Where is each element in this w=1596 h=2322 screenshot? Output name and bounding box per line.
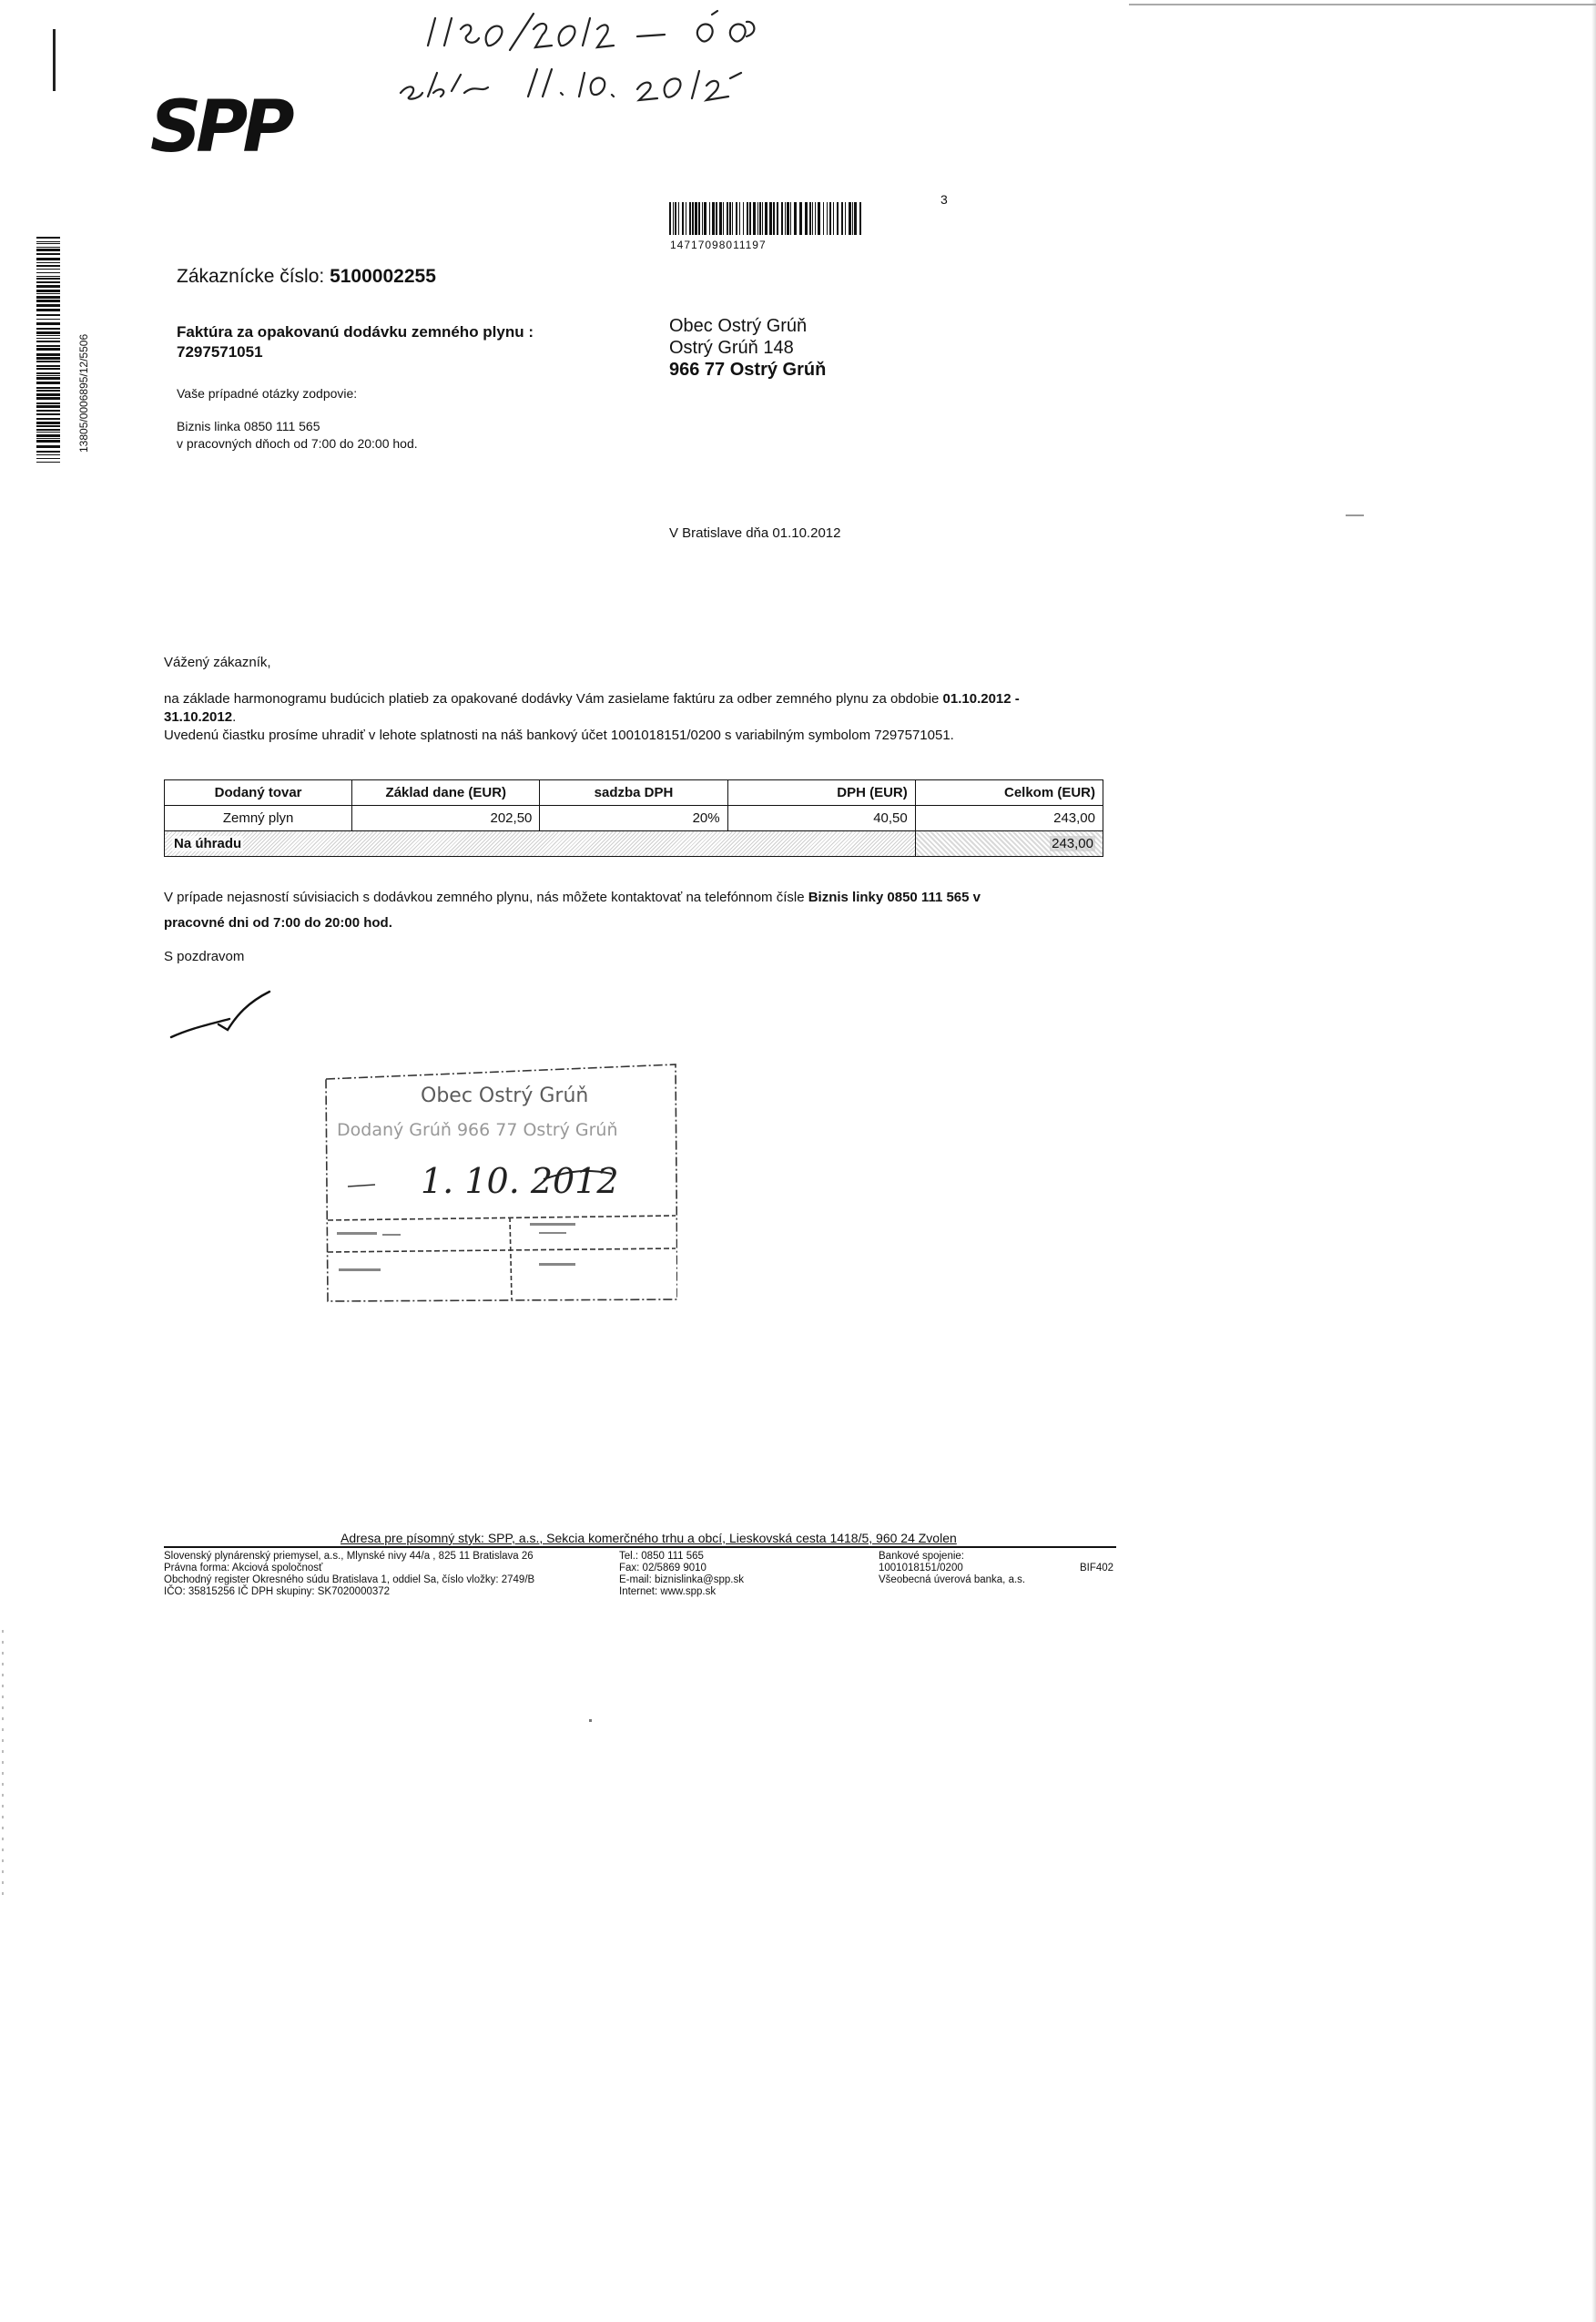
letter-paragraph-1 [164,690,1111,727]
contact-hotline: Biznis linky 0850 111 565 v [808,890,981,905]
cell-total: 243,00 [915,806,1103,831]
footer-contact-line: Fax: 02/5869 9010 [619,1563,707,1573]
pay-label [165,831,916,857]
barcode [669,202,864,235]
handwritten-note [373,9,774,109]
footer-bank-line: 1001018151/0200 [879,1563,963,1573]
recipient-name: Obec Ostrý Grúň [669,316,808,336]
questions-label: Vaše prípadné otázky zodpovie: [177,386,358,401]
letter-paragraph-2: Uvedenú čiastku prosíme uhradiť v lehote splatnosti na náš bankový účet 1001018151/0200 s variabilným symbolom 7297571051. [164,728,954,743]
table-row [165,806,1103,831]
svg-text:SPP: SPP [150,91,290,159]
side-code: 13805/0006895/12/5506 [77,333,90,453]
invoice-number: 7297571051 [177,343,263,361]
pay-total-text: 243,00 [1052,836,1093,851]
stamp-line2: Dodaný Grúň 966 77 Ostrý Grúň [337,1120,618,1140]
stamp-line1: Obec Ostrý Grúň [421,1085,589,1107]
invoice-table [164,779,1103,857]
salutation: Vážený zákazník, [164,655,271,670]
footer-company-line: Slovenský plynárenský priemysel, a.s., Mlynské nivy 44/a , 825 11 Bratislava 26 [164,1551,534,1562]
customer-number-row [177,266,436,288]
received-stamp [320,1061,677,1302]
scan-mark-top-left [53,29,56,91]
scan-speck [589,1719,592,1722]
customer-number-value: 5100002255 [330,266,436,287]
footer-bank-line: Bankové spojenie: [879,1551,964,1562]
scan-speck [2,1630,4,1903]
cell-vat-rate: 20% [540,806,727,831]
page-number: 3 [940,192,948,207]
hotline-line1: Biznis linka 0850 111 565 [177,419,320,433]
footer-company-line: Obchodný register Okresného súdu Bratislava 1, oddiel Sa, číslo vložky: 2749/B [164,1574,535,1585]
period-end: 31.10.2012 [164,709,233,725]
signature [164,988,291,1052]
contact-paragraph [164,885,1111,936]
col-header-goods: Dodaný tovar [165,780,352,806]
contact-hours: pracovné dni od 7:00 do 20:00 hod. [164,915,392,931]
period-start: 01.10.2012 - [942,691,1020,707]
footer-address: Adresa pre písomný styk: SPP, a.s., Sekcia komerčného trhu a obcí, Lieskovská cesta 1418/5, 960 24 Zvolen [341,1531,957,1545]
place-date: V Bratislave dňa 01.10.2012 [669,525,841,541]
customer-number-label: Zákaznícke číslo: [177,266,325,287]
footer-contact-line: Tel.: 0850 111 565 [619,1551,704,1562]
letter-p1-end: . [232,709,237,725]
closing: S pozdravom [164,949,245,964]
side-barcode [36,237,64,464]
footer-bank-line: Všeobecná úverová banka, a.s. [879,1574,1026,1585]
scan-mark-top-right [1129,4,1596,5]
invoice-title: Faktúra za opakovanú dodávku zemného plynu : [177,323,534,341]
stamp-date: 1. 10. 2012 [421,1161,619,1201]
col-header-total: Celkom (EUR) [915,780,1103,806]
footer-company-line: IČO: 35815256 IČ DPH skupiny: SK7020000372 [164,1586,391,1597]
recipient-street: Ostrý Grúň 148 [669,338,794,358]
col-header-vat-rate: sadzba DPH [540,780,727,806]
footer-contact-line: Internet: www.spp.sk [619,1586,717,1597]
contact-text: V prípade nejasností súvisiacich s dodávkou zemného plynu, nás môžete kontaktovať na telefónnom čísle [164,890,808,905]
letter-p1-text: na základe harmonogramu budúcich platieb za opakované dodávky Vám zasielame faktúru za odber zemného plynu za obdobie [164,691,943,707]
table-header-row [165,780,1103,806]
pay-row [165,831,1103,857]
cell-goods: Zemný plyn [165,806,352,831]
spp-logo [150,91,296,159]
cell-tax-base: 202,50 [352,806,540,831]
col-header-tax-base: Základ dane (EUR) [352,780,540,806]
footer-contact [619,1551,744,1598]
scan-speck [1346,514,1364,516]
footer-code: BIF402 [1080,1563,1114,1573]
footer-company-line: Právna forma: Akciová spoločnosť [164,1563,323,1573]
pay-label-text: Na úhradu [174,836,242,851]
scan-mark-right-edge [1591,0,1596,2322]
pay-total [915,831,1103,857]
col-header-vat: DPH (EUR) [727,780,915,806]
recipient-city: 966 77 Ostrý Grúň [669,360,827,380]
footer-contact-line: E-mail: biznislinka@spp.sk [619,1574,744,1585]
footer-company [164,1551,534,1598]
footer-rule [164,1546,1116,1548]
barcode-number: 14717098011197 [670,239,767,251]
cell-vat: 40,50 [727,806,915,831]
hotline-line2: v pracovných dňoch od 7:00 do 20:00 hod. [177,436,418,451]
footer-bank [879,1551,1025,1586]
